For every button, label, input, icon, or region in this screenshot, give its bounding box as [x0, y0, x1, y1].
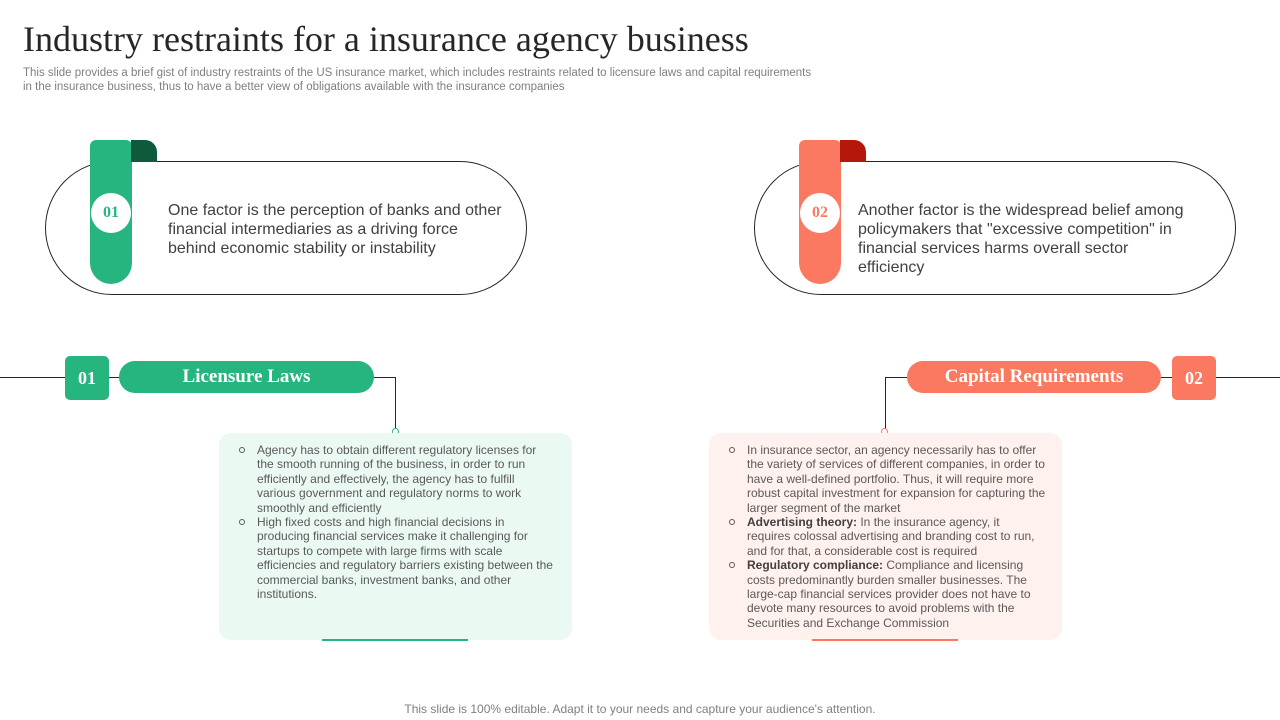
bullet-text: Agency has to obtain different regulatory licenses for the smooth running of the business, in order to run efficiently and effectively, the agency has to fulfill various government and regulatory norms to work smoothly and efficiently: [257, 443, 537, 515]
restraint-number-01: 01: [65, 356, 109, 400]
bullet-heading: Advertising theory:: [747, 515, 858, 530]
connector-line-right: [1216, 377, 1280, 378]
ribbon-fold-icon: [131, 140, 157, 162]
connector-line-vertical: [395, 377, 396, 429]
connector-line: [109, 377, 119, 378]
bullet-list: [237, 443, 556, 601]
ribbon-fold-icon: [840, 140, 866, 162]
bullet-text: High fixed costs and high financial decisions in producing financial services make it challenging for startups to compete with large firms with scale efficiencies and regulatory barriers existing between the commercial banks, investment banks, and other institutions.: [257, 515, 553, 602]
restraint-number-02: 02: [1172, 356, 1216, 400]
factor-text-01: One factor is the perception of banks and other financial intermediaries as a driving force behind economic stability or instability: [168, 202, 502, 257]
restraint-label-capital-requirements: Capital Requirements: [907, 361, 1161, 393]
bullet-item: [727, 515, 1046, 558]
slide-subtitle: This slide provides a brief gist of industry restraints of the US insurance market, which includes restraints related to licensure laws and capital requirements in the insurance business, thus to have a better view of obligations available with the insurance companies: [23, 67, 812, 93]
factor-text-02: Another factor is the widespread belief among policymakers that "excessive competition" in financial services harms overall sector efficiency: [858, 202, 1184, 276]
card-accent-bar: [812, 639, 958, 641]
connector-line: [374, 377, 396, 378]
factor-number-01: 01: [91, 193, 131, 233]
slide-title: Industry restraints for a insurance agency business: [23, 19, 749, 59]
bullet-list: [727, 443, 1046, 630]
restraint-card-licensure-laws: [219, 433, 572, 640]
restraint-label-licensure-laws: Licensure Laws: [119, 361, 374, 393]
slide-footer: This slide is 100% editable. Adapt it to your needs and capture your audience's attention.: [404, 702, 876, 716]
factor-number-02: 02: [800, 193, 840, 233]
bullet-text: In the insurance agency, it requires colossal advertising and branding cost to run, and for that, a considerable cost is required: [747, 515, 1035, 558]
connector-line: [885, 377, 907, 378]
bullet-item: [237, 443, 556, 515]
card-accent-bar: [322, 639, 468, 641]
restraint-card-capital-requirements: [709, 433, 1062, 640]
connector-line: [1161, 377, 1172, 378]
bullet-item: [237, 515, 556, 601]
bullet-text: In insurance sector, an agency necessarily has to offer the variety of services of different companies, in order to have a well-defined portfolio. Thus, it will require more robust capital investment for expansion for capturing the larger segment of the market: [747, 443, 1046, 515]
bullet-heading: Regulatory compliance:: [747, 558, 884, 573]
bullet-item: [727, 443, 1046, 515]
connector-line-left: [0, 377, 65, 378]
bullet-item: [727, 558, 1046, 630]
connector-line-vertical: [885, 377, 886, 429]
bullet-text: Compliance and licensing costs predominantly burden smaller businesses. The large-cap financial services provider does not have to devote many resources to avoid problems with the Securities and Exchange Commission: [747, 558, 1031, 630]
